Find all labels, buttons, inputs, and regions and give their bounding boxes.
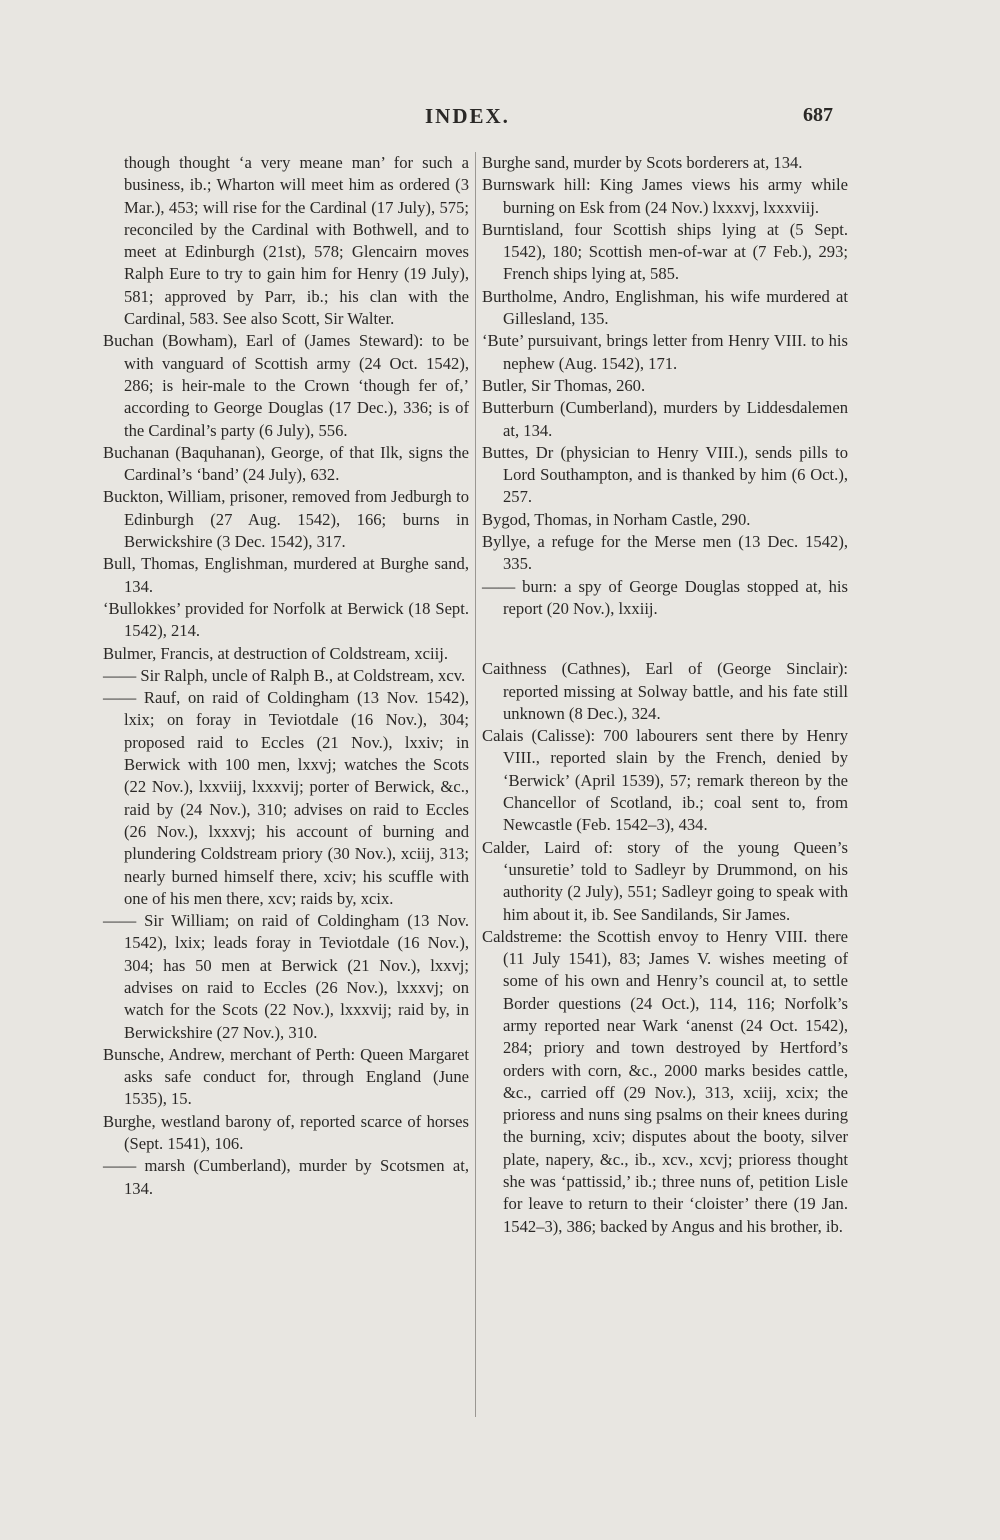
- index-subentry: —— Sir Ralph, uncle of Ralph B., at Coldstream, xcv.: [103, 665, 466, 685]
- index-subentry: —— burn: a spy of George Douglas stopped at, his report (20 Nov.), lxxiij.: [482, 576, 848, 618]
- index-subentry: —— Rauf, on raid of Coldingham (13 Nov. 1542), lxix; on foray in Teviotdale (16 Nov.), 304; proposed raid to Eccles (21 Nov.), lxxiv; in Berwick with 100 men, lxxvj; watches the Scots (22 Nov.), lxxviij, lxxxvij; porter of Berwick, &c., raid by (24 Nov.), 310; advises on raid to Eccles (26 Nov.), lxxxvj; his account of burning and plundering Coldstream priory (30 Nov.), xciij, 313; nearly burned himself there, xciv; his scuffle with one of his men there, xcv; raids by, xcix.: [103, 688, 469, 908]
- index-entry: Bunsche, Andrew, merchant of Perth: Queen Margaret asks safe conduct for, through England (June 1535), 15.: [103, 1044, 469, 1109]
- column-divider: [475, 152, 476, 1417]
- index-entry: Butler, Sir Thomas, 260.: [482, 375, 646, 395]
- index-entry: Burtholme, Andro, Englishman, his wife murdered at Gillesland, 135.: [482, 286, 848, 329]
- index-entry: Calais (Calisse): 700 labourers sent there by Henry VIII., reported slain by the French, denied by ‘Berwick’ (April 1539), 57; remark thereon by the Chancellor of Scotland, ib.; coal sent to, from Newcastle (Feb. 1542–3), 434.: [482, 726, 848, 835]
- index-entry: Burghe, westland barony of, reported scarce of horses (Sept. 1541), 106.: [103, 1111, 469, 1154]
- index-subentry: —— Sir William; on raid of Coldingham (13 Nov. 1542), lxix; leads foray in Teviotdale (16 Nov.), 304; has 50 men at Berwick (21 Nov.), lxxvj; advises on raid to Eccles (26 Nov.), lxxxvj; on watch for the Scots (22 Nov.), lxxxvij; raid by, in Berwickshire (27 Nov.), 310.: [103, 911, 469, 1042]
- right-column: [482, 152, 848, 1238]
- index-entry: Buchanan (Baquhanan), George, of that Ilk, signs the Cardinal’s ‘band’ (24 July), 632.: [103, 442, 469, 485]
- index-entry: Byllye, a refuge for the Merse men (13 Dec. 1542), 335.: [482, 532, 848, 574]
- page-header: [0, 98, 1000, 138]
- index-entry: ‘Bute’ pursuivant, brings letter from Henry VIII. to his nephew (Aug. 1542), 171.: [482, 331, 848, 373]
- page-number: 687: [803, 104, 833, 126]
- index-entry: ‘Bullokkes’ provided for Norfolk at Berwick (18 Sept. 1542), 214.: [103, 598, 469, 641]
- index-entry: Caldstreme: the Scottish envoy to Henry VIII. there (11 July 1541), 83; James V. wishes meeting of some of his own and Henry’s council at, to settle Border questions (24 Oct.), 114, 116; Norfolk’s army reported near Wark ‘anenst (24 Oct. 1542), 284; priory and town destroyed by Hertford’s orders with corn, &c., 2000 marks besides cattle, &c., carried off (29 Nov.), 313, xciij, xcix; the prioress and nuns sing psalms on their knees during the burning, xciv; disputes about the booty, silver plate, napery, &c., ib., xcv., xcvj; prioress thought she was ‘pattissid,’ ib.; three nuns of, petition Lisle for leave to return to their ‘cloister’ there (19 Jan. 1542–3), 386; backed by Angus and his brother, ib.: [482, 926, 848, 1236]
- index-entry: Burghe sand, murder by Scots borderers at, 134.: [482, 153, 803, 172]
- index-entry: Butterburn (Cumberland), murders by Liddesdalemen at, 134.: [482, 398, 848, 440]
- running-title: INDEX.: [425, 104, 510, 128]
- index-entry: Bygod, Thomas, in Norham Castle, 290.: [482, 509, 751, 529]
- index-entry: Buttes, Dr (physician to Henry VIII.), sends pills to Lord Southampton, and is thanked by him (6 Oct.), 257.: [482, 442, 848, 507]
- index-subentry: —— marsh (Cumberland), murder by Scotsmen at, 134.: [103, 1156, 469, 1198]
- index-entry: Caithness (Cathnes), Earl of (George Sinclair): reported missing at Solway battle, and his fate still unknown (8 Dec.), 324.: [482, 659, 848, 723]
- index-entry: Buchan (Bowham), Earl of (James Steward): to be with vanguard of Scottish army (24 Oct. 1542), 286; is heir-male to the Crown ‘though fer of,’ according to George Douglas (17 Dec.), 336; is of the Cardinal’s party (6 July), 556.: [103, 331, 469, 440]
- index-entry: Burntisland, four Scottish ships lying at (5 Sept. 1542), 180; Scottish men-of-war at (7 Feb.), 293; French ships lying at, 585.: [482, 219, 848, 284]
- index-entry: Bulmer, Francis, at destruction of Coldstream, xciij.: [103, 643, 448, 663]
- index-entry: Calder, Laird of: story of the young Queen’s ‘unsuretie’ told to Sadleyr by Drummond, on his authority (2 July), 551; Sadleyr going to speak with him about it, ib. See Sandilands, Sir James.: [482, 837, 848, 924]
- letter-section-gap: [482, 620, 848, 658]
- index-entry: Bull, Thomas, Englishman, murdered at Burghe sand, 134.: [103, 554, 469, 596]
- index-entry: Burnswark hill: King James views his army while burning on Esk from (24 Nov.) lxxxvj, lxxxviij.: [482, 175, 848, 217]
- index-entry: Buckton, William, prisoner, removed from Jedburgh to Edinburgh (27 Aug. 1542), 166; burns in Berwickshire (3 Dec. 1542), 317.: [103, 487, 469, 552]
- left-column: [103, 152, 469, 1200]
- index-entry: though thought ‘a very meane man’ for such a business, ib.; Wharton will meet him as ordered (3 Mar.), 453; will rise for the Cardinal (17 July), 575; reconciled by the Cardinal with Bothwell, and to meet at Edinburgh (21st), 578; Glencairn moves Ralph Eure to try to gain him for Henry (19 July), 581; approved by Parr, ib.; his clan with the Cardinal, 583. See also Scott, Sir Walter.: [124, 153, 469, 329]
